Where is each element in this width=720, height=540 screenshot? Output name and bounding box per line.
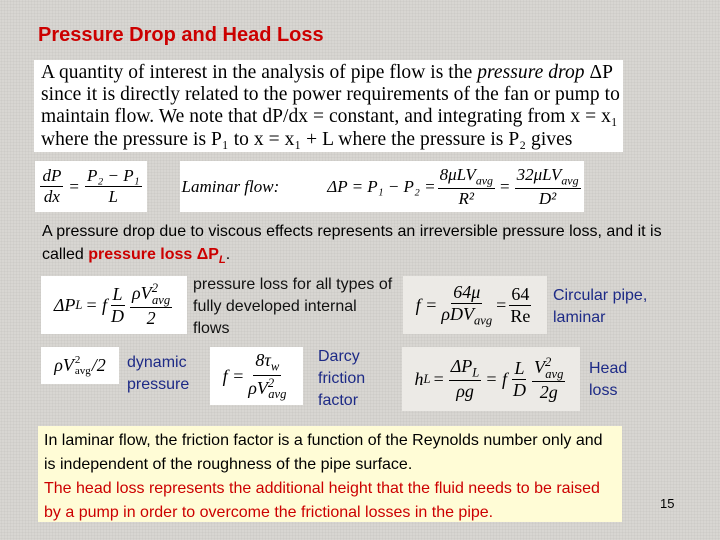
dynamic-pressure-equation: ρV 2 avg /2: [41, 347, 119, 384]
gradient-equation: $\frac{dP}{dx}$ = $\frac{\text{P₂ − P₁}}{L}$: [35, 161, 147, 212]
circular-pipe-label: Circular pipe, laminar: [553, 287, 648, 326]
intro-line-4: where the pressure is P₁ to x = x₁ + L where the pressure is P₂ gives: [41, 128, 573, 150]
dynamic-pressure-label: dynamic pressure: [127, 354, 190, 393]
laminar-flow-equation: Laminar flow: ΔP = P₁ − P₂ = $\frac{8\mu LV_{avg}}{\text{R²}}$ = $\frac{32\mu LV_{avg}}{\text{D²}}$: [180, 161, 584, 212]
head-loss-note: The head loss represents the additional height that the fluid needs to be raised by a pump in order to overcome the frictional losses in the pipe.: [44, 480, 600, 521]
pressure-drop-term: pressure drop: [477, 62, 590, 83]
darcy-friction-label: Darcy friction factor: [318, 348, 366, 409]
head-loss-equation: h L = $\frac{\Delta P_L}{\rho g}$ = f $\frac{L}{D}$ $\frac{V^2_{avg}}{2g}$: [402, 347, 580, 411]
head-loss-label: Head loss: [589, 360, 628, 399]
intro-line-2: since it is directly related to the power requirements of the fan or pump to: [41, 84, 620, 106]
intro-text-box: [34, 60, 623, 152]
pressure-loss-term: pressure loss $\Delta P_L$: [88, 246, 226, 267]
intro-line-3: maintain flow. We note that dP/dx = constant, and integrating from x = x₁: [41, 106, 618, 128]
intro-line-1: A quantity of interest in the analysis of pipe flow is the pressure drop ΔP: [41, 62, 614, 83]
laminar-flow-label: Laminar flow:: [181, 176, 280, 196]
pressure-loss-paragraph: A pressure drop due to viscous effects represents an irreversible pressure loss, and it is called pressure loss $\Delta P_L$.: [42, 223, 662, 267]
laminar-friction-note: In laminar flow, the friction factor is a function of the Reynolds number only and is independent of the roughness of the pipe surface.: [44, 432, 603, 473]
pressure-loss-equation: ΔP L = f $\frac{L}{D}$ $\frac{\rho V^2_{avg}}{2}$: [41, 276, 187, 334]
slide-title: Pressure Drop and Head Loss: [38, 24, 324, 46]
laminar-friction-equation: f = $\frac{64\mu}{\rho DV_{avg}}$ = $\frac{64}{Re}$: [403, 276, 547, 334]
pressure-loss-label: pressure loss for all types of fully developed internal flows: [193, 276, 393, 337]
summary-note-box: [38, 426, 622, 522]
darcy-friction-equation: f = $\frac{8\tau_w}{\rho V^2_{avg}}$: [210, 347, 303, 405]
page-number: 15: [660, 496, 675, 511]
